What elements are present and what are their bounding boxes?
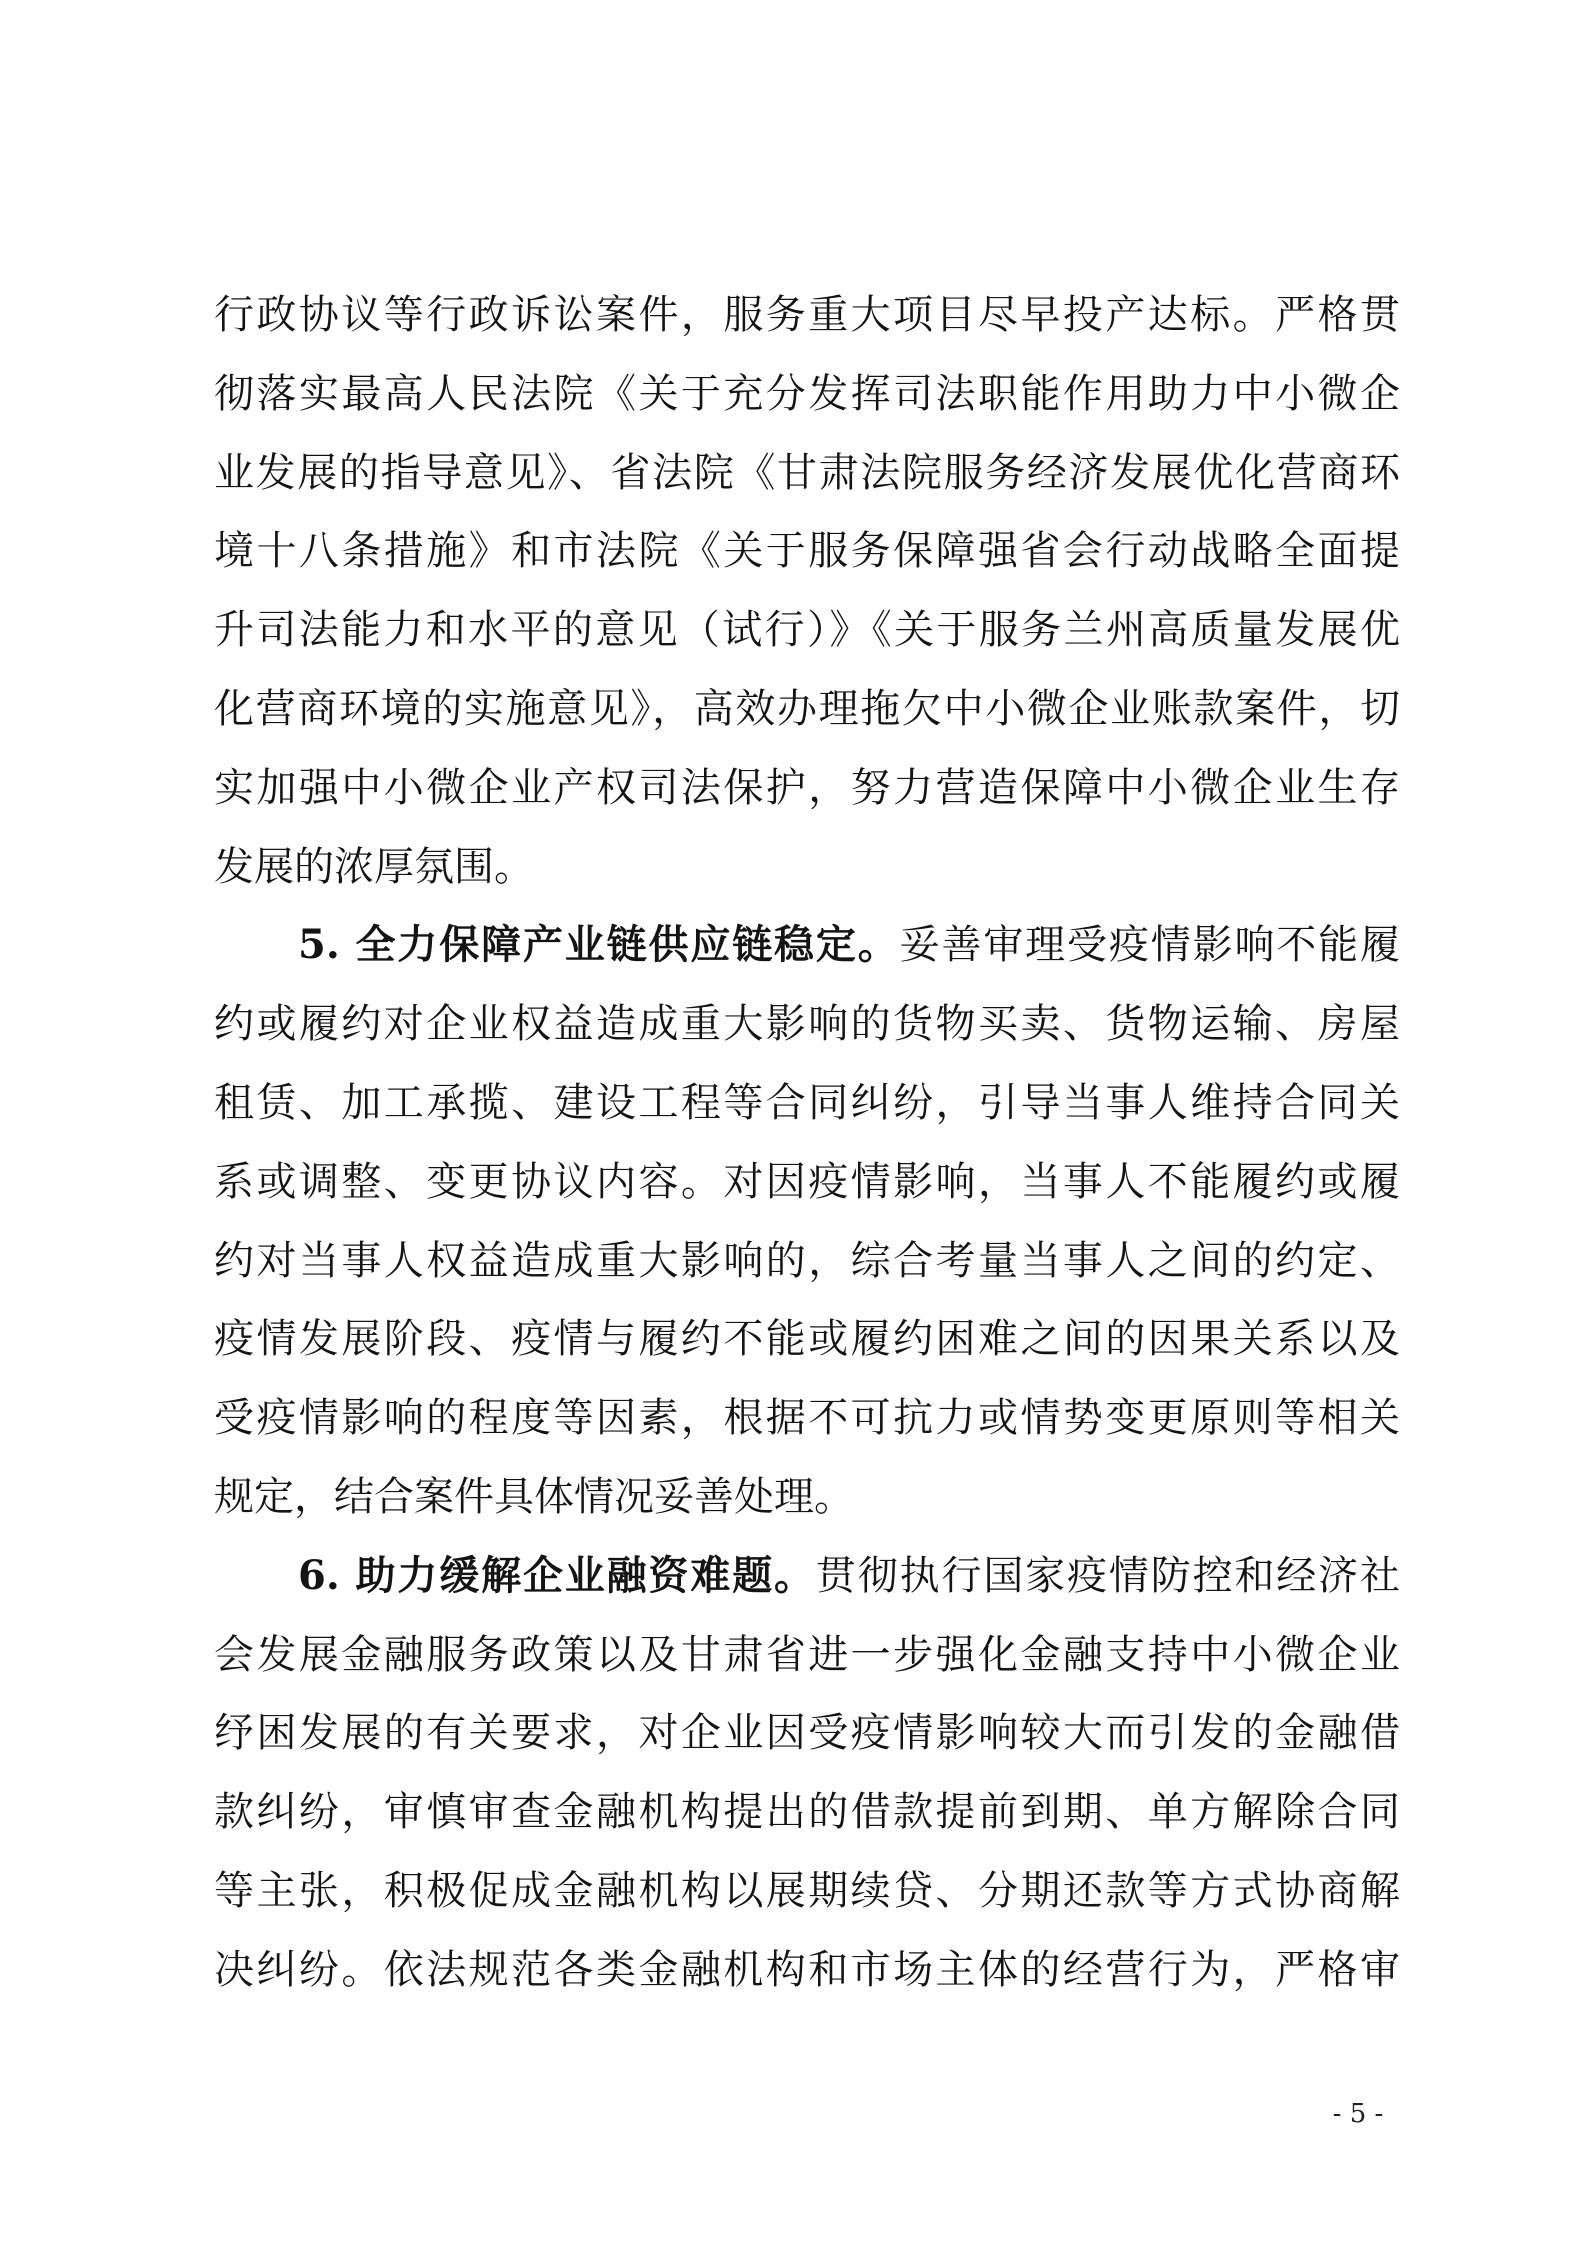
text-line: 款纠纷，审慎审查金融机构提出的借款提前到期、单方解除合同 <box>214 1789 1400 1836</box>
text-line: 会发展金融服务政策以及甘肃省进一步强化金融支持中小微企业 <box>214 1631 1400 1678</box>
text-line: 发展的浓厚氛围。 <box>214 843 534 890</box>
section-heading: 5. 全力保障产业链供应链稳定。 <box>298 921 900 969</box>
text-line: 化营商环境的实施意见》，高效办理拖欠中小微企业账款案件，切 <box>214 685 1400 732</box>
text-span: 妥善审理受疫情影响不能履 <box>899 922 1401 969</box>
text-line <box>214 1537 1400 1616</box>
text-line: 纾困发展的有关要求，对企业因受疫情影响较大而引发的金融借 <box>214 1710 1400 1757</box>
paragraph-3 <box>214 1537 1400 2010</box>
section-heading: 6. 助力缓解企业融资难题。 <box>298 1551 816 1599</box>
text-line: 约或履约对企业权益造成重大影响的货物买卖、货物运输、房屋 <box>214 1001 1400 1048</box>
text-line: 决纠纷。依法规范各类金融机构和市场主体的经营行为，严格审 <box>214 1946 1400 1993</box>
paragraph-2 <box>214 906 1400 1536</box>
text-line: 升司法能力和水平的意见（试行）》《关于服务兰州高质量发展优 <box>214 607 1400 654</box>
text-line: 规定，结合案件具体情况妥善处理。 <box>214 1473 854 1520</box>
text-line: 等主张，积极促成金融机构以展期续贷、分期还款等方式协商解 <box>214 1867 1400 1914</box>
text-line: 业发展的指导意见》、省法院《甘肃法院服务经济发展优化营商环 <box>214 449 1400 496</box>
text-line: 疫情发展阶段、疫情与履约不能或履约困难之间的因果关系以及 <box>214 1316 1400 1363</box>
text-line: 行政协议等行政诉讼案件，服务重大项目尽早投产达标。严格贯 <box>214 292 1400 338</box>
text-line <box>214 906 1400 985</box>
text-line: 系或调整、变更协议内容。对因疫情影响，当事人不能履约或履 <box>214 1158 1400 1205</box>
text-span: 贯彻执行国家疫情防控和经济社 <box>815 1552 1401 1599</box>
text-line: 境十八条措施》和市法院《关于服务保障强省会行动战略全面提 <box>214 528 1400 575</box>
text-line: 受疫情影响的程度等因素，根据不可抗力或情势变更原则等相关 <box>214 1395 1400 1442</box>
page-number: - 5 - <box>1332 2099 1384 2129</box>
text-line: 租赁、加工承揽、建设工程等合同纠纷，引导当事人维持合同关 <box>214 1079 1400 1126</box>
text-line: 彻落实最高人民法院《关于充分发挥司法职能作用助力中小微企 <box>214 370 1400 417</box>
text-line: 约对当事人权益造成重大影响的，综合考量当事人之间的约定、 <box>214 1237 1400 1284</box>
text-line: 实加强中小微企业产权司法保护，努力营造保障中小微企业生存 <box>214 764 1400 811</box>
document-body <box>214 276 1400 2010</box>
paragraph-1 <box>214 276 1400 906</box>
